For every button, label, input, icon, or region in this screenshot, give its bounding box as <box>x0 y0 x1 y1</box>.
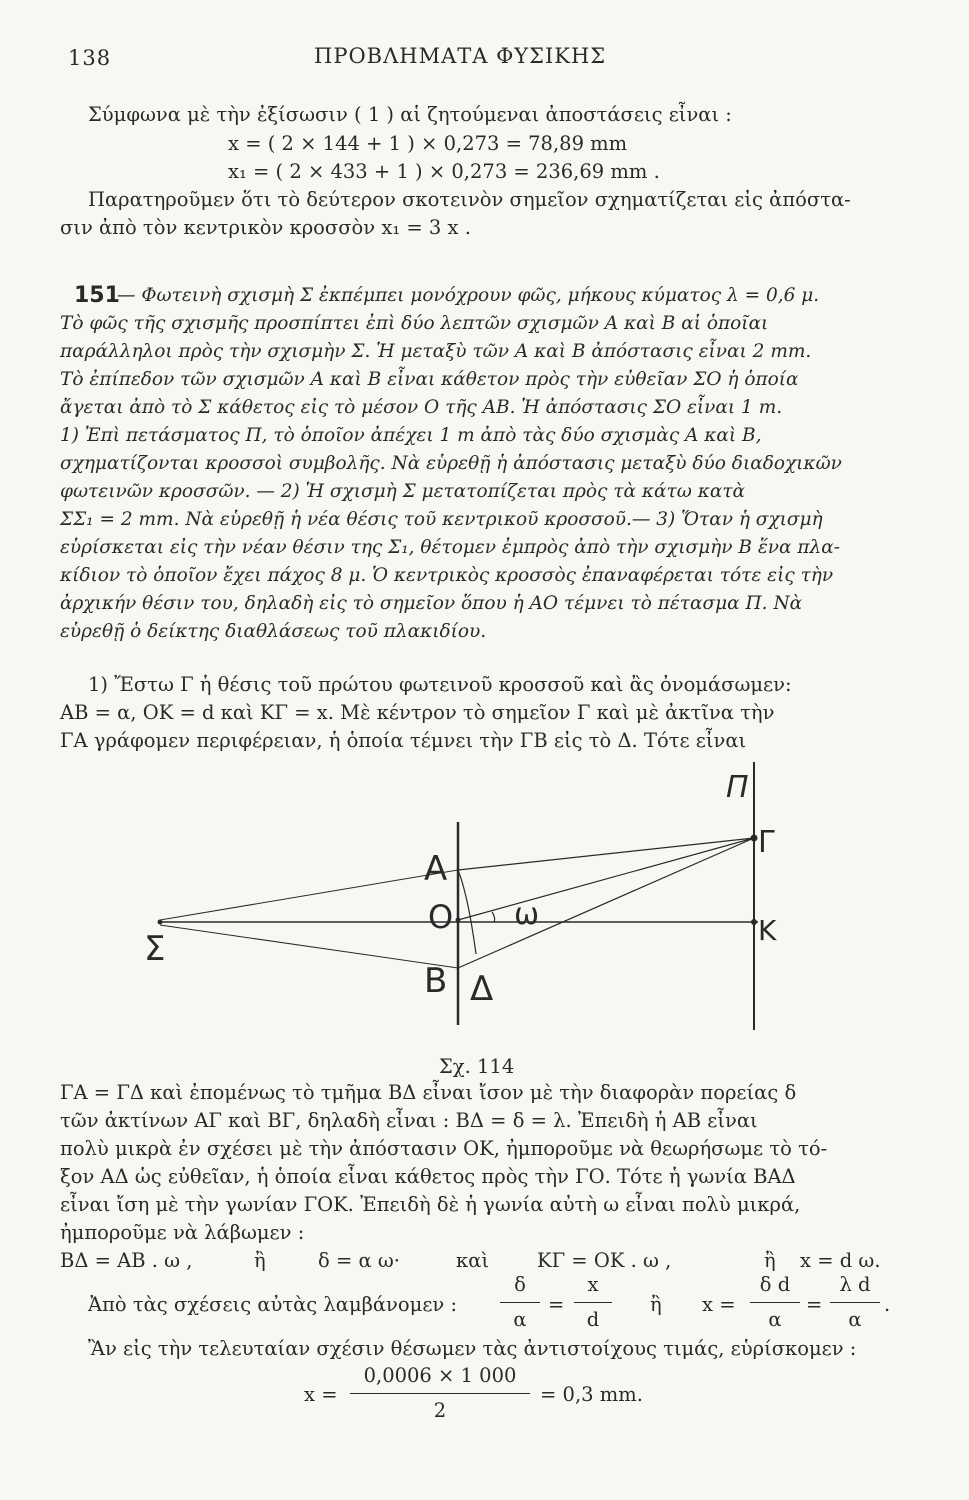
point-o <box>456 918 461 923</box>
eq-or: ἢ <box>764 1249 776 1272</box>
problem-line: Τὸ ἐπίπεδον τῶν σχισμῶν Α καὶ Β εἶναι κάθετον πρὸς τὴν εὐθεῖαν ΣΟ ἡ ὁποία <box>60 369 799 390</box>
problem-line: ἀρχικήν θέσιν του, δηλαδὴ εἰς τὸ σημεῖον ὅπου ἡ ΑΟ τέμνει τὸ πέτασμα Π. Νὰ <box>60 593 803 614</box>
label-screen: Π <box>726 770 749 805</box>
final-den: 2 <box>433 1399 447 1422</box>
frac4-bar <box>830 1302 880 1303</box>
body-line: Ἂν εἰς τὴν τελευταίαν σχέσιν θέσωμεν τὰς ἀντιστοίχους τιμάς, εὑρίσκομεν : <box>88 1337 857 1360</box>
ray-a-gamma <box>458 838 754 870</box>
label-a: Α <box>424 849 448 889</box>
label-b: Β <box>424 961 448 1001</box>
eq-and: καὶ <box>456 1249 490 1272</box>
body-line: τῶν ἀκτίνων ΑΓ καὶ ΒΓ, δηλαδὴ εἶναι : ΒΔ = δ = λ. Ἐπειδὴ ἡ ΑΒ εἶναι <box>60 1109 758 1132</box>
problem-number: 151 <box>74 283 120 308</box>
problem-line: εὑρεθῇ ὁ δείκτης διαθλάσεως τοῦ πλακιδίου. <box>60 621 487 642</box>
angle-omega-arc <box>492 912 495 922</box>
body-line: ἠμποροῦμε νὰ λάβωμεν : <box>60 1221 305 1244</box>
eq-bd: ΒΔ = ΑΒ . ω , <box>60 1249 193 1272</box>
body-line: ΓΑ = ΓΔ καὶ ἐπομένως τὸ τμῆμα ΒΔ εἶναι ἴσον μὲ τὴν διαφορὰν πορείας δ <box>60 1081 797 1104</box>
body-line: ξον ΑΔ ὡς εὐθεῖαν, ἡ ὁποία εἶναι κάθετος πρὸς τὴν ΓΟ. Τότε ἡ γωνία ΒΑΔ <box>60 1165 796 1188</box>
problem-line: 1) Ἐπὶ πετάσματος Π, τὸ ὁποῖον ἀπέχει 1 m ἀπὸ τὰς δύο σχισμὰς Α καὶ Β, <box>60 425 762 446</box>
problem-line: κίδιον τὸ ὁποῖον ἔχει πάχος 8 μ. Ὁ κεντρικὸς κροσσὸς ἐπαναφέρεται τότε εἰς τὴν <box>60 565 834 586</box>
equation-x: x = ( 2 × 144 + 1 ) × 0,273 = 78,89 mm <box>228 132 628 155</box>
point-gamma <box>751 835 758 842</box>
point-sigma <box>158 920 163 925</box>
frac1-bar <box>500 1302 540 1303</box>
equals-sign: = <box>806 1293 823 1316</box>
page-number: 138 <box>68 46 112 70</box>
eq-x: x = d ω. <box>800 1249 881 1272</box>
body-line: εἶναι ἴση μὲ τὴν γωνίαν ΓΟΚ. Ἐπειδὴ δὲ ἡ γωνία αὐτὴ ω εἶναι πολὺ μικρά, <box>60 1193 801 1216</box>
frac1-den: α <box>513 1308 527 1331</box>
ray-b-gamma <box>458 838 754 968</box>
arc-a-delta <box>458 870 476 954</box>
frac1-num: δ <box>514 1273 526 1296</box>
solution-line: ΓΑ γράφομεν περιφέρειαν, ἡ ὁποία τέμνει τὴν ΓΒ εἰς τὸ Δ. Τότε εἶναι <box>60 729 747 752</box>
or-word: ἢ <box>650 1293 662 1316</box>
frac3-den: α <box>768 1308 782 1331</box>
x-equals: x = <box>702 1293 736 1316</box>
point-k <box>751 919 757 925</box>
problem-line: εὑρίσκεται εἰς τὴν νέαν θέσιν της Σ₁, θέτομεν ἐμπρὸς ἀπὸ τὴν σχισμὴν Β ἕνα πλα- <box>60 537 841 558</box>
problem-line: — Φωτεινὴ σχισμὴ Σ ἐκπέμπει μονόχρουν φῶς, μήκους κύματος λ = 0,6 μ. <box>117 285 820 306</box>
eq-or: ἢ <box>254 1249 266 1272</box>
problem-line: σχηματίζονται κροσσοὶ συμβολῆς. Νὰ εὑρεθῇ ἡ ἀπόστασις μεταξὺ δύο διαδοχικῶν <box>60 453 842 474</box>
label-delta: Δ <box>470 969 494 1009</box>
ray-o-gamma <box>458 838 754 920</box>
frac3-bar <box>750 1302 800 1303</box>
problem-line: παράλληλοι πρὸς τὴν σχισμὴν Σ. Ἡ μεταξὺ τῶν Α καὶ Β ἀπόστασις εἶναι 2 mm. <box>60 341 812 362</box>
ray-sigma-b <box>160 925 458 968</box>
intro-line: Σύμφωνα μὲ τὴν ἐξίσωσιν ( 1 ) αἱ ζητούμεναι ἀποστάσεις εἶναι : <box>88 103 732 126</box>
label-omega: ω <box>514 897 540 932</box>
problem-line: Τὸ φῶς τῆς σχισμῆς προσπίπτει ἐπὶ δύο λεπτῶν σχισμῶν Α καὶ Β αἱ ὁποῖαι <box>60 313 769 334</box>
solution-line: ΑΒ = α, ΟΚ = d καὶ ΚΓ = x. Μὲ κέντρον τὸ σημεῖον Γ καὶ μὲ ἀκτῖνα τὴν <box>60 701 775 724</box>
frac4-num: λ d <box>839 1273 871 1296</box>
label-gamma: Γ <box>758 825 775 860</box>
problem-line: ἄγεται ἀπὸ τὸ Σ κάθετος εἰς τὸ μέσον Ο τῆς ΑΒ. Ἡ ἀπόστασις ΣΟ εἶναι 1 m. <box>60 397 783 418</box>
label-sigma: Σ <box>144 929 166 969</box>
eq-kg: ΚΓ = ΟΚ . ω , <box>537 1249 672 1272</box>
ray-sigma-a <box>160 870 458 920</box>
relations-lead: Ἀπὸ τὰς σχέσεις αὐτὰς λαμβάνομεν : <box>88 1293 458 1316</box>
solution-line: 1) Ἔστω Γ ἡ θέσις τοῦ πρώτου φωτεινοῦ κροσσοῦ καὶ ἂς ὀνομάσωμεν: <box>88 673 792 696</box>
frac2-den: d <box>586 1308 600 1331</box>
final-rhs: = 0,3 mm. <box>540 1383 643 1406</box>
figure-caption: Σχ. 114 <box>439 1055 515 1078</box>
problem-line: ΣΣ₁ = 2 mm. Νὰ εὑρεθῇ ἡ νέα θέσις τοῦ κεντρικοῦ κροσσοῦ.— 3) Ὅταν ἡ σχισμὴ <box>60 509 823 530</box>
final-num: 0,0006 × 1 000 <box>363 1364 517 1387</box>
body-line: πολὺ μικρὰ ἐν σχέσει μὲ τὴν ἀπόστασιν ΟΚ, ἠμποροῦμε νὰ θεωρήσωμε τὸ τό- <box>60 1137 828 1160</box>
eq-delta: δ = α ω· <box>318 1249 400 1272</box>
frac3-num: δ d <box>759 1273 791 1296</box>
label-k: K <box>758 914 777 947</box>
intro-line: σιν ἀπὸ τὸν κεντρικὸν κροσσὸν x₁ = 3 x . <box>60 216 471 239</box>
running-title: ΠΡΟΒΛΗΜΑΤΑ ΦΥΣΙΚΗΣ <box>314 44 607 68</box>
period: . <box>884 1293 891 1316</box>
equation-x1: x₁ = ( 2 × 433 + 1 ) × 0,273 = 236,69 mm . <box>228 160 660 183</box>
intro-line: Παρατηροῦμεν ὅτι τὸ δεύτερον σκοτεινὸν σημεῖον σχηματίζεται εἰς ἀπόστα- <box>88 188 851 211</box>
equals-sign: = <box>548 1293 565 1316</box>
final-bar <box>350 1393 530 1394</box>
frac2-bar <box>574 1302 612 1303</box>
problem-line: φωτεινῶν κροσσῶν. — 2) Ἡ σχισμὴ Σ μετατοπίζεται πρὸς τὰ κάτω κατὰ <box>60 481 746 502</box>
final-lhs: x = <box>304 1383 338 1406</box>
frac4-den: α <box>848 1308 862 1331</box>
label-o: O <box>428 898 454 936</box>
frac2-num: x <box>587 1273 599 1296</box>
